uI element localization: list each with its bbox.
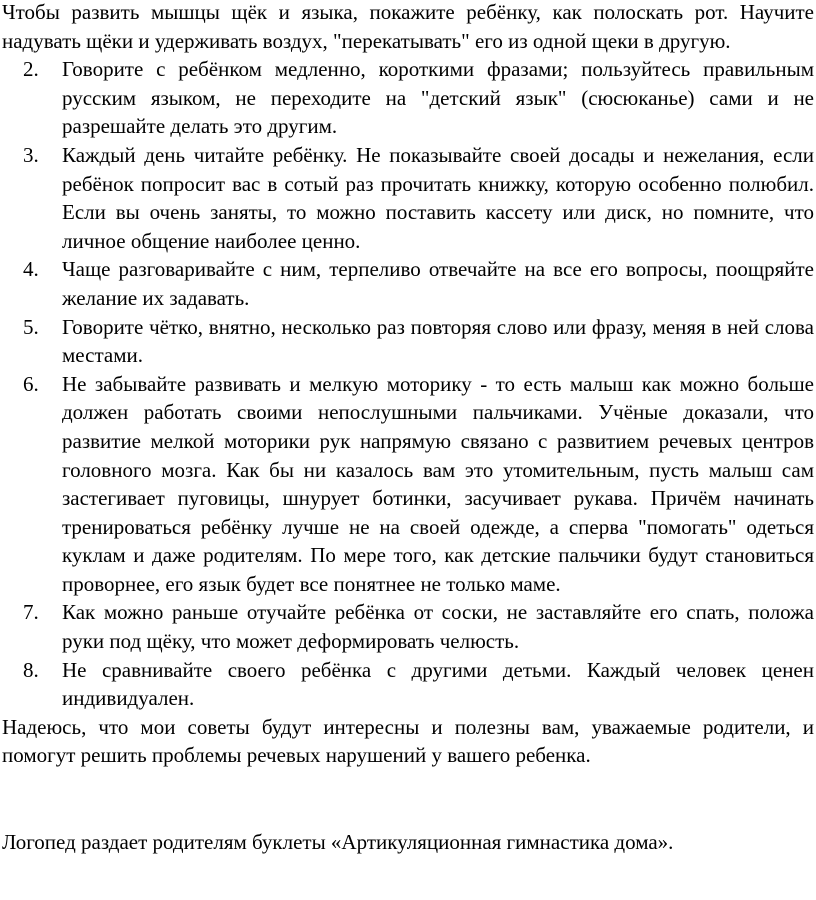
list-item <box>23 370 814 599</box>
item-text: Каждый день читайте ребёнку. Не показывайте своей досады и нежелания, если ребёнок попросит вас в сотый раз прочитать книжку, которую особенно полюбил. Если вы очень заняты, то можно поставить кассету или диск, но помните, что личное общение наиболее ценно. <box>62 142 814 253</box>
list-item <box>23 656 814 713</box>
document-body <box>2 0 814 857</box>
item-text: Не забывайте развивать и мелкую моторику - то есть малыш как можно больше должен работать своими непослушными пальчиками. Учёные доказали, что развитие мелкой моторики рук напрямую связано с развитием речевых центров головного мозга. Как бы ни казалось вам это утомительным, пусть малыш сам застегивает пуговицы, шнурует ботинки, засучивает рукава. Причём начинать тренироваться ребёнку лучше не на своей одежде, а сперва "помогать" одеться куклам и даже родителям. По мере того, как детские пальчики будут становиться проворнее, его язык будет все понятнее не только маме. <box>62 371 814 596</box>
footer-note: Логопед раздает родителям буклеты «Артикуляционная гимнастика дома». <box>2 830 674 855</box>
intro-paragraph: Чтобы развить мышцы щёк и языка, покажите ребёнку, как полоскать рот. Научите надувать щёки и удерживать воздух, "перекатывать" его из одной щеки в другую. <box>2 0 814 53</box>
item-number: 7. <box>23 600 39 625</box>
item-number: 3. <box>23 142 39 167</box>
item-text: Говорите с ребёнком медленно, короткими фразами; пользуйтесь правильным русским языком, не переходите на "детский язык" (сюсюканье) сами и не разрешайте делать это другим. <box>62 57 814 139</box>
item-text: Не сравнивайте своего ребёнка с другими детьми. Каждый человек ценен индивидуален. <box>62 657 814 711</box>
item-number: 5. <box>23 314 39 339</box>
item-text: Говорите чётко, внятно, несколько раз повторяя слово или фразу, меняя в ней слова местами. <box>62 314 814 368</box>
advice-list <box>2 55 814 713</box>
list-item <box>23 313 814 370</box>
item-number: 8. <box>23 657 39 682</box>
item-text: Как можно раньше отучайте ребёнка от соски, не заставляйте его спать, положа руки под щёку, что может деформировать челюсть. <box>62 600 814 654</box>
list-item <box>23 598 814 655</box>
list-item <box>23 255 814 312</box>
list-item <box>23 141 814 255</box>
item-number: 4. <box>23 257 39 282</box>
closing-paragraph: Надеюсь, что мои советы будут интересны и полезны вам, уважаемые родители, и помогут решить проблемы речевых нарушений у вашего ребенка. <box>2 714 814 768</box>
blank-space <box>2 770 814 828</box>
item-text: Чаще разговаривайте с ним, терпеливо отвечайте на все его вопросы, поощряйте желание их задавать. <box>62 257 814 310</box>
item-number: 6. <box>23 371 39 396</box>
item-number: 2. <box>23 57 39 82</box>
list-item <box>23 55 814 141</box>
